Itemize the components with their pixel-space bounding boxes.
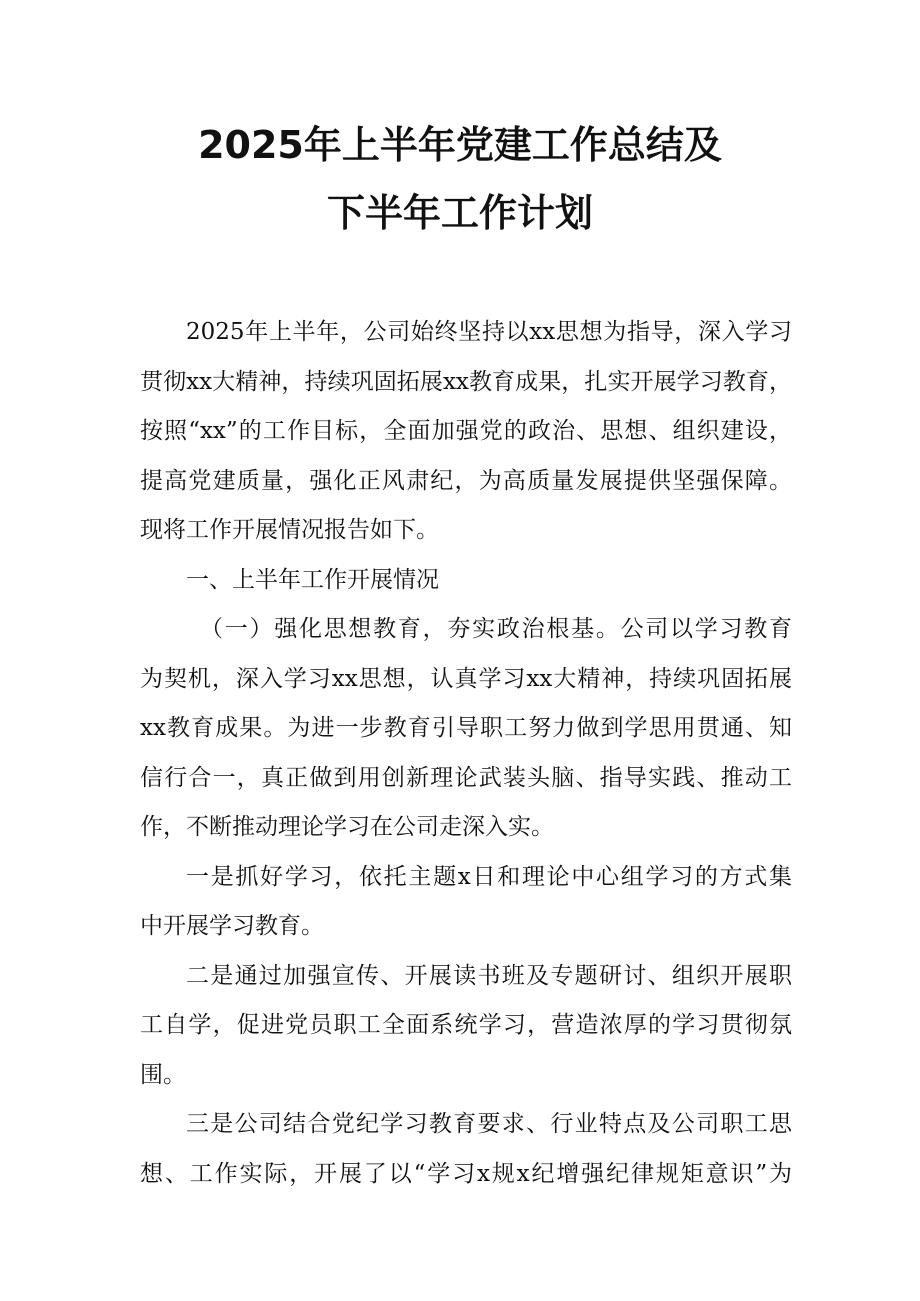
body-line: 想、工作实际，开展了以“学习x规x纪增强纪律规矩意识”为 bbox=[140, 1160, 792, 1187]
body-line: 提高党建质量，强化正风肃纪，为高质量发展提供坚强保障。 bbox=[140, 467, 792, 494]
body-line: 贯彻xx大精神，持续巩固拓展xx教育成果，扎实开展学习教育， bbox=[140, 368, 792, 395]
body-line: 为契机，深入学习xx思想，认真学习xx大精神，持续巩固拓展 bbox=[140, 665, 792, 692]
body-line: 工自学，促进党员职工全面系统学习，营造浓厚的学习贯彻氛 bbox=[140, 1012, 792, 1038]
document-title-line-1: 2025年上半年党建工作总结及 bbox=[198, 123, 722, 167]
body-line: 中开展学习教育。 bbox=[140, 913, 324, 939]
body-line: 作，不断推动理论学习在公司走深入实。 bbox=[140, 814, 554, 840]
body-line: 围。 bbox=[140, 1061, 186, 1088]
subsection-heading: （一）强化思想教育，夯实政治根基。公司以学习教育 bbox=[200, 616, 792, 642]
body-line: 2025年上半年，公司始终坚持以xx思想为指导，深入学习 bbox=[186, 319, 792, 345]
document-title-line-2: 下半年工作计划 bbox=[326, 191, 593, 235]
body-line: 信行合一，真正做到用创新理论武装头脑、指导实践、推动工 bbox=[140, 764, 792, 791]
body-line: 现将工作开展情况报告如下。 bbox=[140, 517, 439, 543]
body-line: xx教育成果。为进一步教育引导职工努力做到学思用贯通、知 bbox=[140, 715, 792, 741]
body-line: 三是公司结合党纪学习教育要求、行业特点及公司职工思 bbox=[186, 1111, 792, 1137]
body-line: 按照“xx”的工作目标，全面加强党的政治、思想、组织建设， bbox=[140, 418, 792, 444]
document-body bbox=[140, 308, 792, 1199]
section-heading: 一、上半年工作开展情况 bbox=[186, 566, 439, 593]
body-line: 一是抓好学习，依托主题x日和理论中心组学习的方式集 bbox=[186, 863, 792, 890]
body-line: 二是通过加强宣传、开展读书班及专题研讨、组织开展职 bbox=[186, 962, 792, 989]
